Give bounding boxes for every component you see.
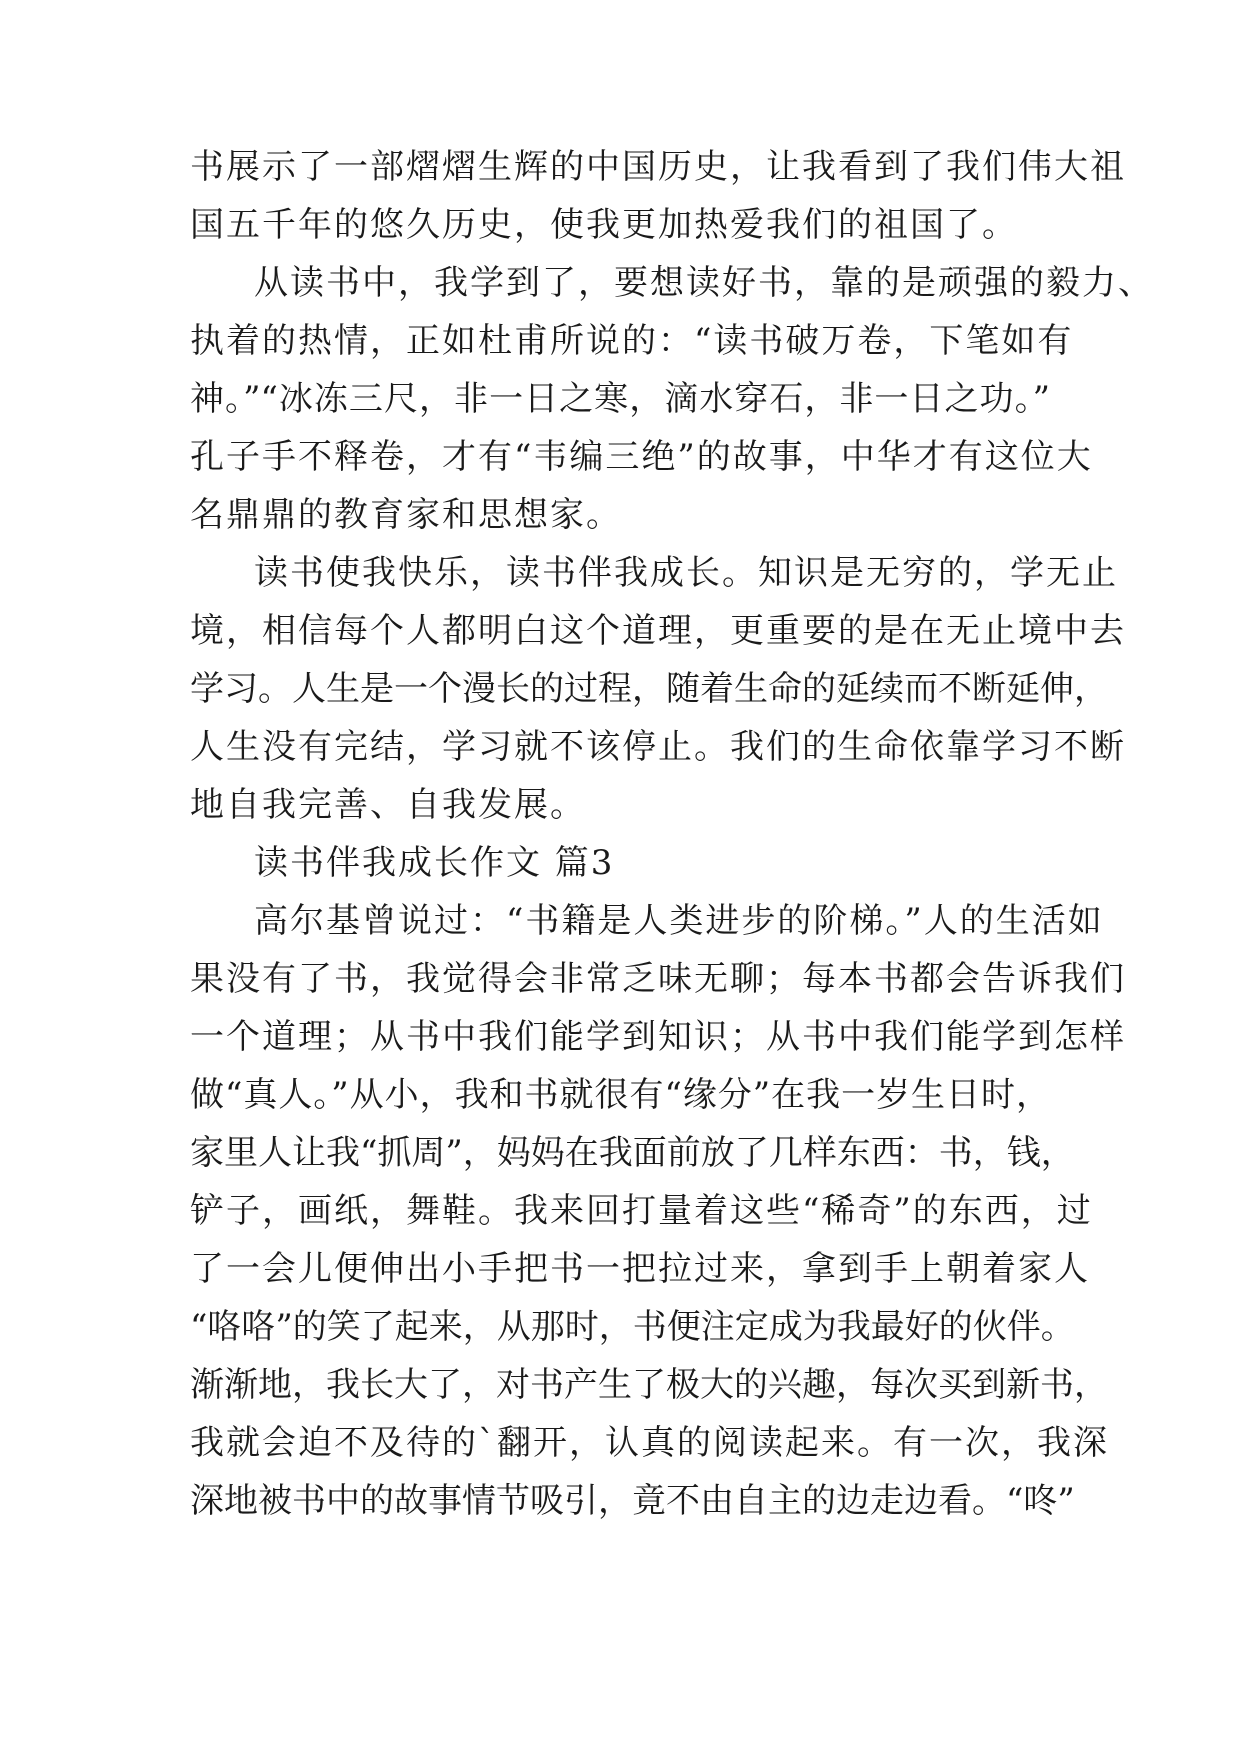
text-line: 地自我完善、自我发展。: [190, 785, 586, 825]
text-line: 境，相信每个人都明白这个道理，更重要的是在无止境中去: [190, 611, 1126, 651]
text-line: 了一会儿便伸出小手把书一把拉过来，拿到手上朝着家人: [190, 1249, 1090, 1289]
text-line: 果没有了书，我觉得会非常乏味无聊；每本书都会告诉我们: [190, 959, 1126, 999]
paragraph-first-line: 从读书中，我学到了，要想读好书，靠的是顽强的毅力、: [254, 263, 1154, 303]
text-line: 执着的热情，正如杜甫所说的：“读书破万卷，下笔如有: [190, 321, 1074, 361]
text-line: 国五千年的悠久历史，使我更加热爱我们的祖国了。: [190, 205, 1018, 245]
text-line: 人生没有完结，学习就不该停止。我们的生命依靠学习不断: [190, 727, 1126, 767]
text-line: 一个道理；从书中我们能学到知识；从书中我们能学到怎样: [190, 1017, 1126, 1057]
text-line: 深地被书中的故事情节吸引，竟不由自主的边走边看。“咚”: [190, 1481, 1075, 1521]
text-line: 家里人让我“抓周”，妈妈在我面前放了几样东西：书，钱，: [190, 1133, 1075, 1173]
section-heading: 读书伴我成长作文 篇3: [254, 843, 615, 883]
text-line: 做“真人。”从小，我和书就很有“缘分”在我一岁生日时，: [190, 1075, 1050, 1115]
paragraph-first-line: 读书使我快乐，读书伴我成长。知识是无穷的，学无止: [254, 553, 1118, 593]
text-line: 铲子，画纸，舞鞋。我来回打量着这些“稀奇”的东西，过: [190, 1191, 1093, 1231]
text-line: 学习。人生是一个漫长的过程，随着生命的延续而不断延伸，: [190, 669, 1108, 709]
text-line: 书展示了一部熠熠生辉的中国历史，让我看到了我们伟大祖: [190, 147, 1126, 187]
text-line: “咯咯”的笑了起来，从那时，书便注定成为我最好的伙伴。: [190, 1307, 1075, 1347]
text-line: 渐渐地，我长大了，对书产生了极大的兴趣，每次买到新书，: [190, 1365, 1108, 1405]
text-line: 孔子手不释卷，才有“韦编三绝”的故事，中华才有这位大: [190, 437, 1093, 477]
text-line: 神。”“冰冻三尺，非一日之寒，滴水穿石，非一日之功。”: [190, 379, 1050, 419]
text-line: 我就会迫不及待的`翻开，认真的阅读起来。有一次，我深: [190, 1423, 1109, 1463]
paragraph-first-line: 高尔基曾说过：“书籍是人类进步的阶梯。”人的生活如: [254, 901, 1104, 941]
text-line: 名鼎鼎的教育家和思想家。: [190, 495, 622, 535]
